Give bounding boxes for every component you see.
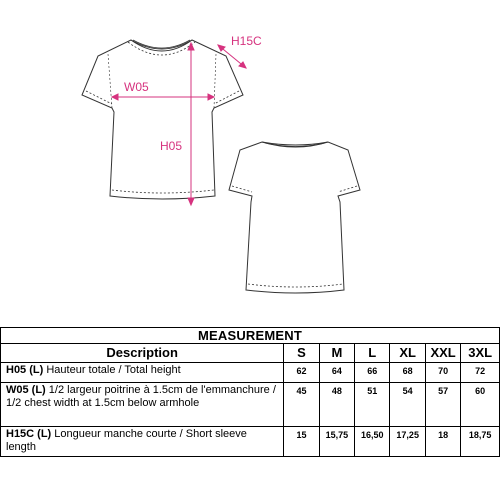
- table-row: [1, 427, 500, 457]
- table-header-row: [1, 344, 500, 363]
- row-description: [1, 427, 284, 457]
- row-text: 1/2 largeur poitrine à 1.5cm de l'emmanchure / 1/2 chest width at 1.5cm below armhole: [6, 384, 276, 409]
- row-text: Longueur manche courte / Short sleeve length: [6, 428, 247, 453]
- value-cell: 18: [425, 427, 460, 457]
- row-code: H15C (L): [6, 428, 52, 440]
- header-size-s: S: [284, 344, 319, 363]
- back-tshirt-drawing: [229, 142, 360, 293]
- front-tshirt-drawing: [82, 40, 243, 199]
- row-description: [1, 383, 284, 427]
- measurement-table: [0, 327, 500, 457]
- header-description: Description: [1, 344, 284, 363]
- h15c-label: H15C: [231, 34, 262, 48]
- value-cell: 15,75: [319, 427, 354, 457]
- value-cell: 16,50: [355, 427, 390, 457]
- row-description: [1, 363, 284, 383]
- value-cell: 17,25: [390, 427, 425, 457]
- value-cell: 45: [284, 383, 319, 427]
- value-cell: 48: [319, 383, 354, 427]
- table-title: MEASUREMENT: [1, 328, 500, 344]
- value-cell: 66: [355, 363, 390, 383]
- value-cell: 64: [319, 363, 354, 383]
- value-cell: 70: [425, 363, 460, 383]
- value-cell: 51: [355, 383, 390, 427]
- value-cell: 60: [461, 383, 500, 427]
- value-cell: 68: [390, 363, 425, 383]
- row-text: Hauteur totale / Total height: [46, 364, 181, 376]
- w05-label: W05: [124, 80, 149, 94]
- header-size-3xl: 3XL: [461, 344, 500, 363]
- h05-label: H05: [160, 139, 183, 153]
- value-cell: 62: [284, 363, 319, 383]
- value-cell: 15: [284, 427, 319, 457]
- value-cell: 57: [425, 383, 460, 427]
- value-cell: 72: [461, 363, 500, 383]
- table-row: [1, 363, 500, 383]
- header-size-l: L: [355, 344, 390, 363]
- value-cell: 18,75: [461, 427, 500, 457]
- header-size-xl: XL: [390, 344, 425, 363]
- value-cell: 54: [390, 383, 425, 427]
- row-code: H05 (L): [6, 364, 44, 376]
- header-size-m: M: [319, 344, 354, 363]
- header-size-xxl: XXL: [425, 344, 460, 363]
- measurement-table-container: [0, 327, 500, 457]
- table-row: [1, 383, 500, 427]
- row-code: W05 (L): [6, 384, 46, 396]
